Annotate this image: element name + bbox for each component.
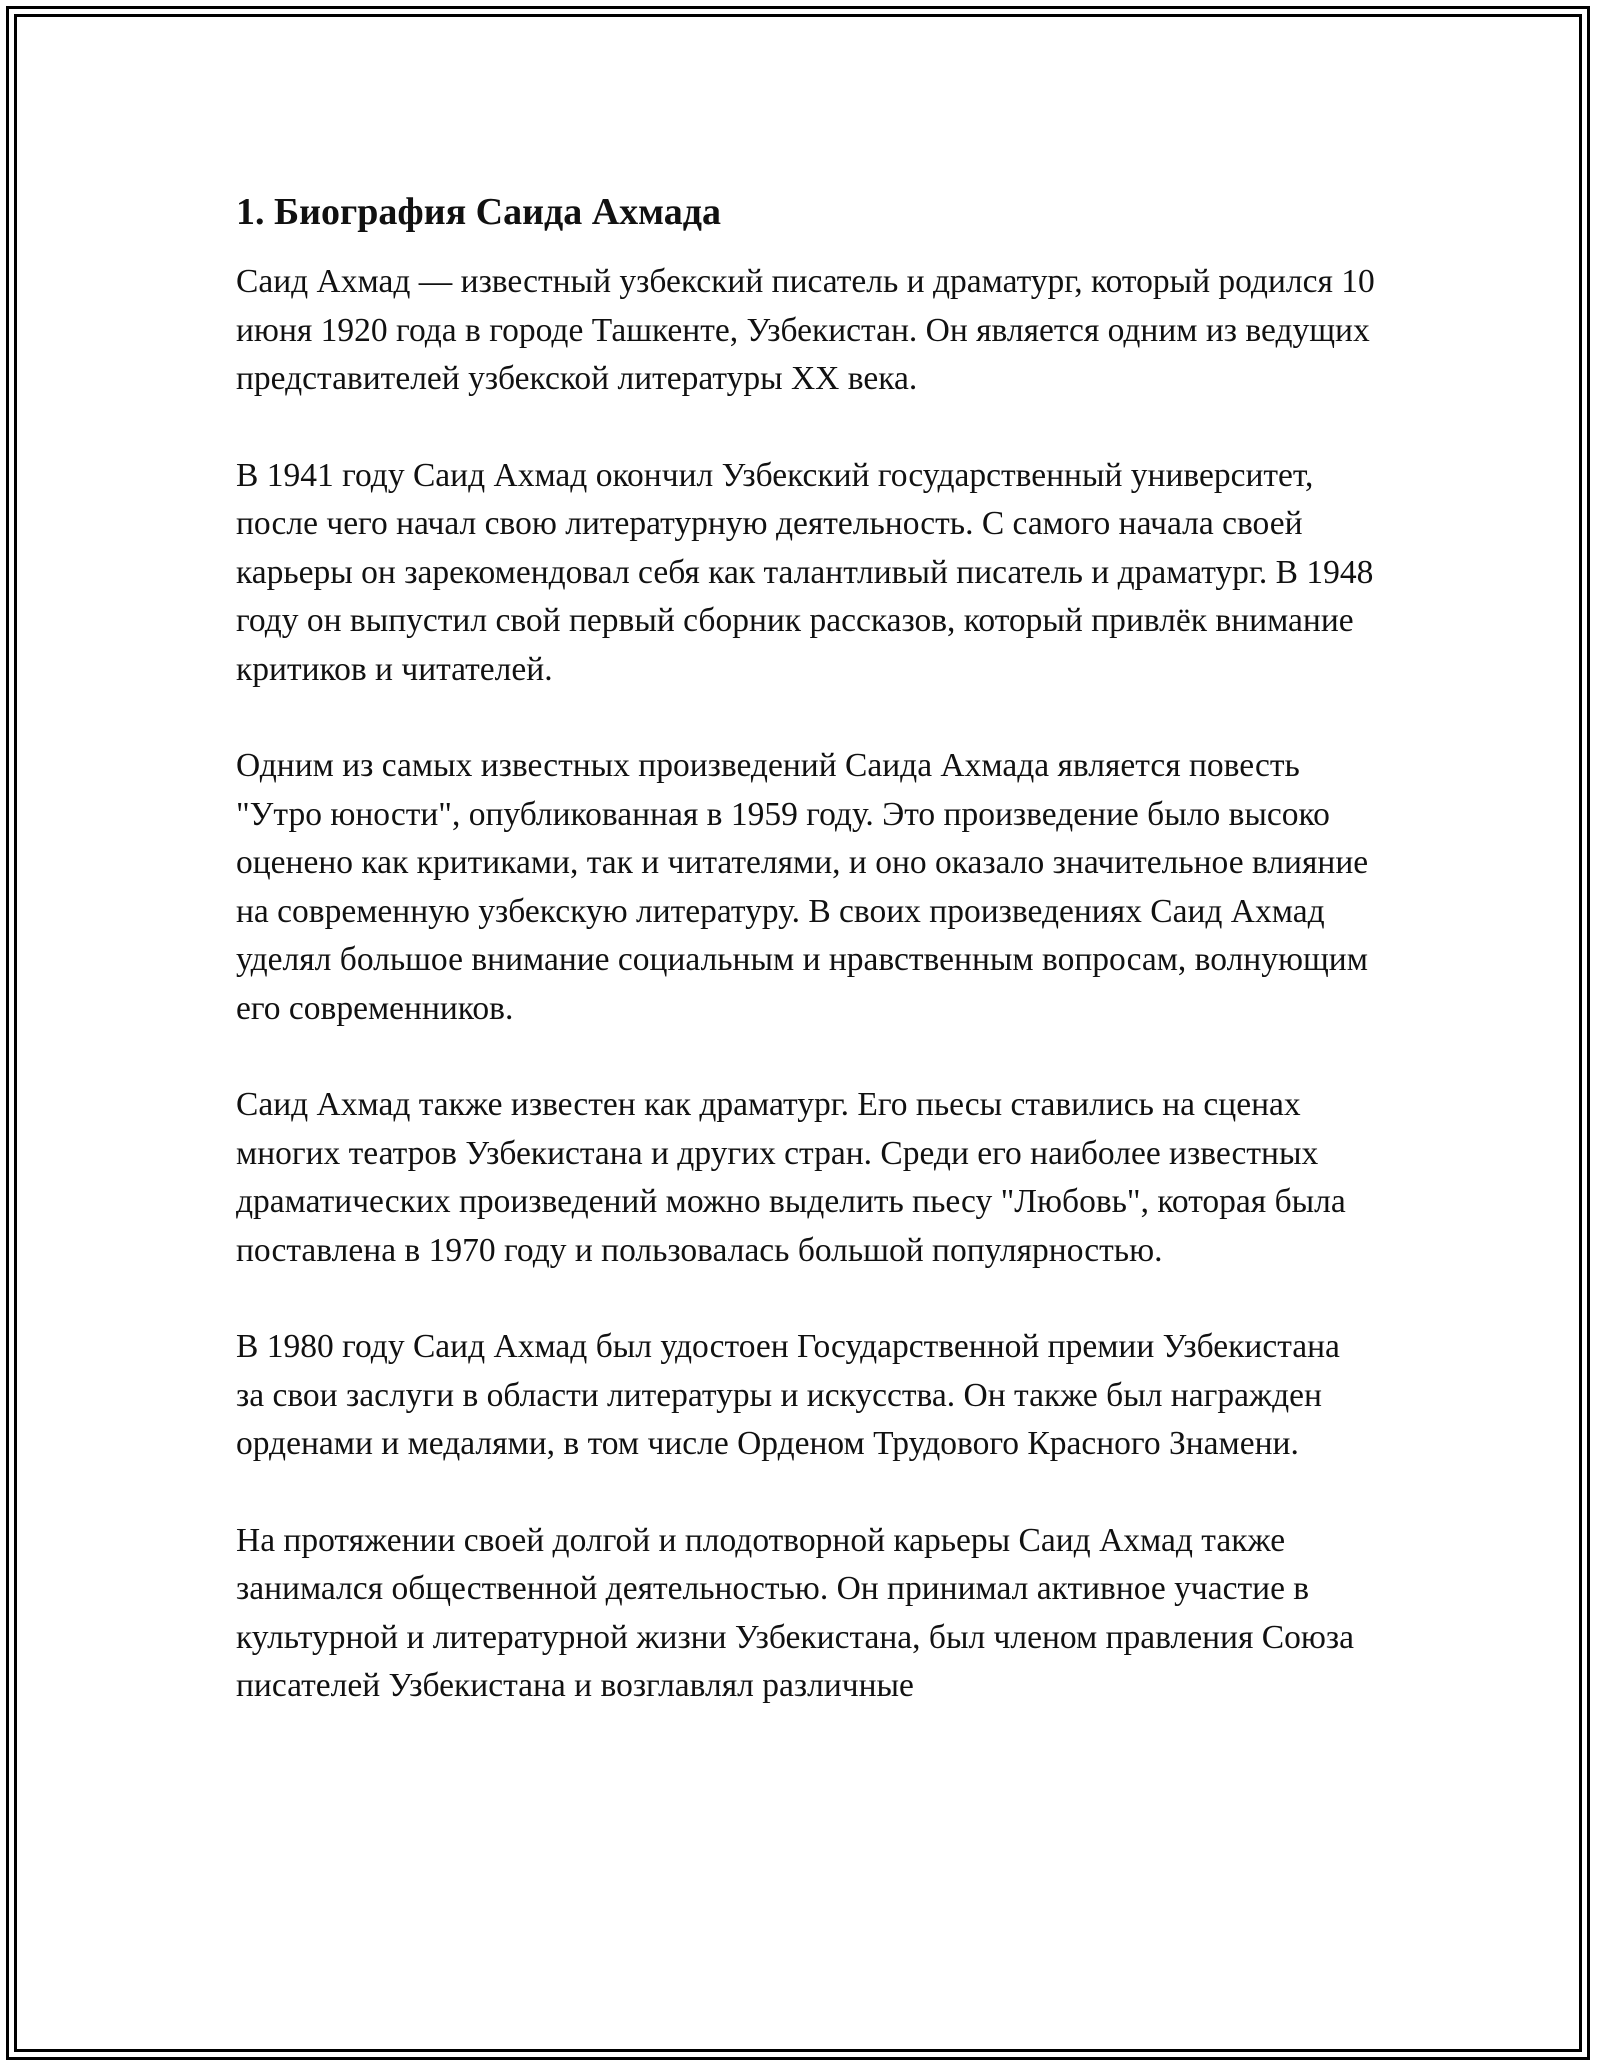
- paragraph-public-activity: На протяжении своей долгой и плодотворной карьеры Саид Ахмад также занимался общественной деятельностью. Он принимал активное участие в культурной и литературной жизни Узбекистана, был членом правления Союза писателей Узбекистана и возглавлял различные: [236, 1521, 1354, 1704]
- document-body: [236, 186, 1376, 1759]
- paragraph-famous-works: Одним из самых известных произведений Саида Ахмада является повесть "Утро юности", опубликованная в 1959 году. Это произведение было высоко оценено как критиками, так и читателями, и оно оказало значительное влияние на современную узбекскую литературу. В своих произведениях Саид Ахмад уделял большое внимание социальным и нравственным вопросам, волнующим его современников.: [236, 747, 1369, 1027]
- paragraph-dramaturgy: Саид Ахмад также известен как драматург. Его пьесы ставились на сценах многих театров Узбекистана и других стран. Среди его наиболее известных драматических произведений можно выделить пьесу "Любовь", которая была поставлена в 1970 году и пользовалась большой популярностью.: [236, 1086, 1346, 1269]
- paragraph-awards: В 1980 году Саид Ахмад был удостоен Государственной премии Узбекистана за свои заслуги в области литературы и искусства. Он также был награжден орденами и медалями, в том числе Орденом Трудового Красного Знамени.: [236, 1328, 1340, 1462]
- paragraph-intro: Саид Ахмад — известный узбекский писатель и драматург, который родился 10 июня 1920 года в городе Ташкенте, Узбекистан. Он является одним из ведущих представителей узбекской литературы XX века.: [236, 263, 1375, 397]
- section-heading: 1. Биография Саида Ахмада: [236, 191, 722, 233]
- paragraph-education: В 1941 году Саид Ахмад окончил Узбекский государственный университет, после чего начал свою литературную деятельность. С самого начала своей карьеры он зарекомендовал себя как талантливый писатель и драматург. В 1948 году он выпустил свой первый сборник рассказов, который привлёк внимание критиков и читателей.: [236, 456, 1374, 688]
